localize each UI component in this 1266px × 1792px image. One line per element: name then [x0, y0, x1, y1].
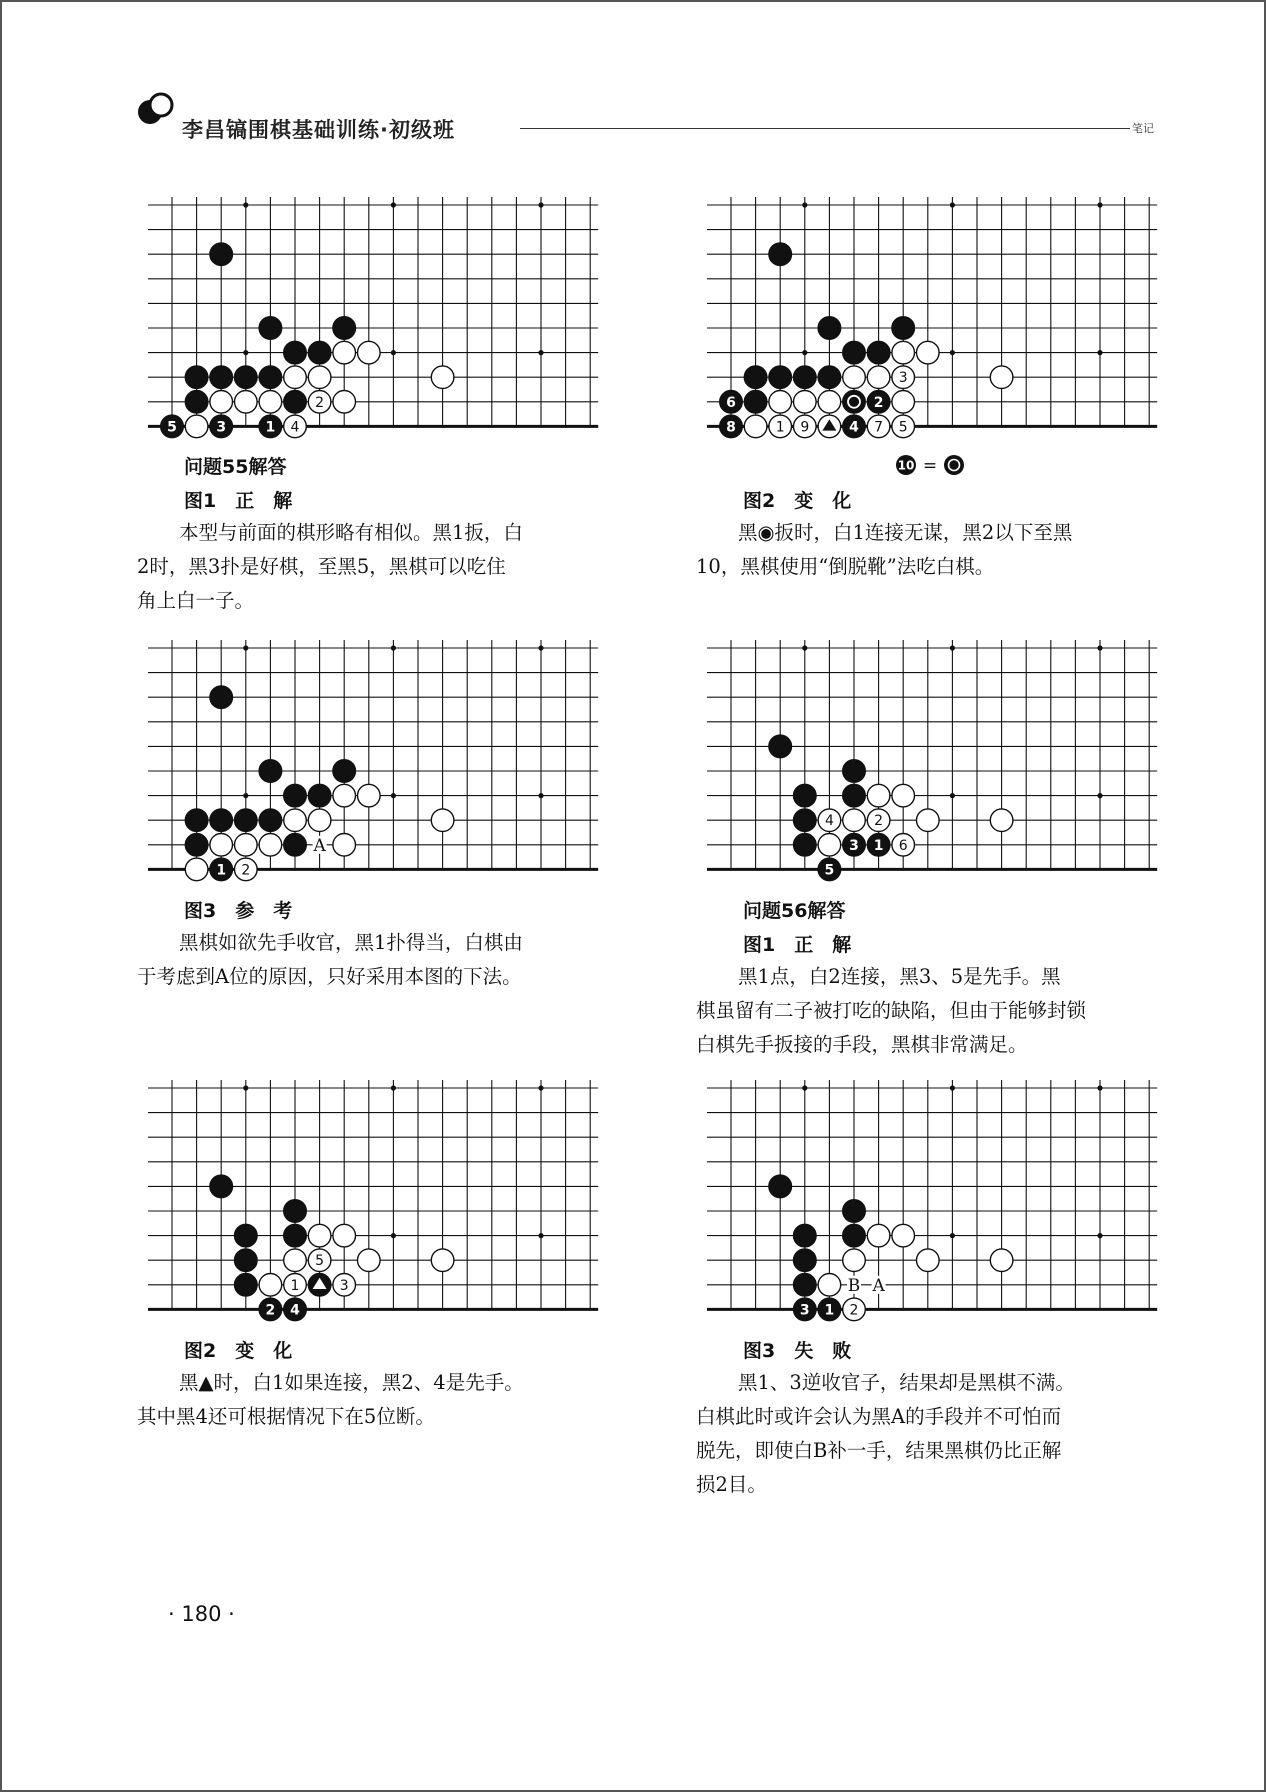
- move-number: 5: [167, 419, 177, 436]
- black-stone: [235, 1224, 258, 1247]
- text-line: 于考虑到A位的原因，只好采用本图的下法。: [137, 965, 522, 988]
- white-stone: [843, 366, 866, 389]
- white-stone: [284, 1249, 307, 1272]
- figure-label-d3: 图3 参 考: [184, 900, 293, 922]
- star-point: [1097, 645, 1102, 650]
- black-stone: [867, 341, 890, 364]
- black-stone: [818, 1298, 841, 1321]
- move-number: 4: [849, 419, 859, 436]
- point-letter: A: [313, 835, 326, 856]
- star-point: [391, 793, 396, 798]
- star-point: [950, 202, 955, 207]
- text-line: 棋虽留有二子被打吃的缺陷，但由于能够封锁: [696, 999, 1087, 1022]
- go-stone-logo-icon: [136, 92, 176, 128]
- white-stone: [818, 1274, 841, 1297]
- move-number: 1: [216, 862, 227, 879]
- star-point: [950, 1085, 955, 1090]
- black-stone: [769, 243, 792, 266]
- black-stone: [744, 391, 767, 414]
- black-stone: [308, 341, 331, 364]
- black-stone: [818, 317, 841, 340]
- star-point: [1097, 350, 1102, 355]
- star-point: [1097, 1233, 1102, 1238]
- white-stone: [867, 784, 890, 807]
- star-point: [950, 793, 955, 798]
- black-stone: [259, 809, 282, 832]
- white-stone: [210, 391, 233, 414]
- black-stone: [333, 317, 356, 340]
- black-stone: [720, 415, 743, 438]
- move-number: 4: [290, 419, 300, 436]
- white-stone: [917, 341, 940, 364]
- white-stone: [867, 809, 890, 832]
- text-line: 脱先，即使白B补一手，结果黑棋仍比正解: [696, 1439, 1062, 1462]
- black-stone: [210, 686, 233, 709]
- move-number: 3: [339, 1277, 349, 1294]
- black-stone: [210, 366, 233, 389]
- star-point: [950, 645, 955, 650]
- move-number: 2: [265, 1302, 276, 1319]
- black-stone: [259, 760, 282, 783]
- white-stone: [284, 809, 307, 832]
- go-board-3: [148, 640, 592, 878]
- white-stone: [892, 341, 915, 364]
- text-line: 黑棋如欲先手收官，黑1扑得当，白棋由: [179, 931, 523, 954]
- text-line: 黑1、3逆收官子，结果却是黑棋不满。: [738, 1371, 1075, 1394]
- paragraph-d2: [696, 516, 1072, 584]
- svg-text:=: =: [922, 456, 938, 476]
- black-stone: [185, 391, 208, 414]
- figure-label-d2: 图2 变 化: [743, 490, 852, 512]
- black-stone: [284, 1298, 307, 1321]
- star-point: [391, 1085, 396, 1090]
- move-number: 3: [799, 1302, 810, 1319]
- star-point: [243, 202, 248, 207]
- go-board-1: [148, 197, 592, 435]
- black-stone: [210, 1175, 233, 1198]
- star-point: [391, 350, 396, 355]
- star-point: [538, 793, 543, 798]
- paragraph-d3: [137, 926, 523, 994]
- white-stone: [867, 366, 890, 389]
- black-stone: [259, 317, 282, 340]
- header-tail-mark: 笔记: [1132, 122, 1154, 135]
- star-point: [391, 202, 396, 207]
- white-stone: [308, 1224, 331, 1247]
- text-line: 黑◉扳时，白1连接无谋，黑2以下至黑: [738, 521, 1073, 544]
- black-stone: [867, 834, 890, 857]
- black-stone: [235, 809, 258, 832]
- white-stone: [259, 391, 282, 414]
- star-point: [538, 1233, 543, 1238]
- text-line: 2时，黑3扑是好棋，至黑5，黑棋可以吃住: [137, 555, 506, 578]
- white-stone: [818, 391, 841, 414]
- move-number: 6: [726, 394, 736, 411]
- black-stone: [308, 1274, 331, 1297]
- white-stone: [892, 366, 915, 389]
- problem-56-title: 问题56解答: [743, 900, 846, 922]
- black-stone: [284, 391, 307, 414]
- move-number: 9: [800, 419, 810, 436]
- star-point: [950, 350, 955, 355]
- star-point: [538, 1085, 543, 1090]
- star-point: [243, 1085, 248, 1090]
- move-number: 1: [265, 419, 276, 436]
- star-point: [802, 645, 807, 650]
- white-stone: [990, 1249, 1013, 1272]
- black-stone: [818, 858, 841, 881]
- move-number: 2: [874, 813, 884, 830]
- black-stone: [867, 391, 890, 414]
- black-stone: [769, 735, 792, 758]
- black-stone: [235, 366, 258, 389]
- paragraph-d4: [696, 960, 1086, 1062]
- black-stone: [185, 809, 208, 832]
- black-stone: [892, 317, 915, 340]
- move-number: 5: [824, 862, 835, 879]
- point-letter: A: [872, 1275, 885, 1296]
- white-stone: [185, 415, 208, 438]
- move-number: 2: [849, 1302, 859, 1319]
- white-stone: [308, 366, 331, 389]
- page-number: · 180 ·: [168, 1602, 235, 1626]
- star-point: [538, 350, 543, 355]
- black-stone: [259, 415, 282, 438]
- white-stone: [892, 784, 915, 807]
- black-stone: [794, 1298, 817, 1321]
- star-point: [391, 645, 396, 650]
- star-point: [802, 202, 807, 207]
- go-board-5: [148, 1080, 592, 1318]
- white-stone: [333, 341, 356, 364]
- white-stone: [235, 391, 258, 414]
- black-stone: [284, 1224, 307, 1247]
- black-stone: [843, 341, 866, 364]
- star-point: [950, 1233, 955, 1238]
- white-stone: [333, 1224, 356, 1247]
- black-stone: [794, 1224, 817, 1247]
- white-stone: [259, 834, 282, 857]
- black-stone: [235, 1274, 258, 1297]
- black-stone: [843, 784, 866, 807]
- black-stone: [185, 366, 208, 389]
- white-stone: [892, 391, 915, 414]
- white-stone: [333, 391, 356, 414]
- black-stone: [308, 784, 331, 807]
- move-number: 1: [873, 837, 884, 854]
- star-point: [1097, 1085, 1102, 1090]
- white-stone: [892, 834, 915, 857]
- white-stone: [892, 1224, 915, 1247]
- black-stone: [769, 366, 792, 389]
- black-stone: [284, 784, 307, 807]
- white-stone: [358, 1249, 381, 1272]
- black-stone: [794, 784, 817, 807]
- move-number: 3: [216, 419, 227, 436]
- text-line: 角上白一子。: [137, 589, 255, 612]
- black-stone: [235, 1249, 258, 1272]
- white-stone: [769, 415, 792, 438]
- move-number: 4: [290, 1302, 300, 1319]
- black-stone: [210, 858, 233, 881]
- white-stone: [818, 834, 841, 857]
- figure-label-d4: 图1 正 解: [743, 934, 852, 956]
- text-line: 黑▲时，白1如果连接，黑2、4是先手。: [179, 1371, 524, 1394]
- white-stone: [843, 809, 866, 832]
- black-stone: [284, 341, 307, 364]
- move-number: 1: [775, 419, 785, 436]
- white-stone: [818, 809, 841, 832]
- text-line: 白棋先手扳接的手段，黑棋非常满足。: [696, 1033, 1028, 1056]
- move-number: 2: [315, 394, 325, 411]
- text-line: 黑1点，白2连接，黑3、5是先手。黑: [738, 965, 1061, 988]
- problem-55-title: 问题55解答: [184, 456, 287, 478]
- white-stone: [990, 366, 1013, 389]
- black-stone: [744, 366, 767, 389]
- black-stone: [161, 415, 184, 438]
- white-stone: [431, 809, 454, 832]
- white-stone: [308, 809, 331, 832]
- move-number: 5: [898, 419, 908, 436]
- black-stone: [210, 243, 233, 266]
- text-line: 本型与前面的棋形略有相似。黑1扳，白: [179, 521, 523, 544]
- star-point: [1097, 793, 1102, 798]
- text-line: 10，黑棋使用“倒脱靴”法吃白棋。: [696, 555, 995, 578]
- move-number: 2: [241, 862, 251, 879]
- white-stone: [867, 415, 890, 438]
- black-stone: [843, 391, 866, 414]
- white-stone: [358, 784, 381, 807]
- move-number: 4: [824, 813, 834, 830]
- star-point: [243, 350, 248, 355]
- black-stone: [333, 760, 356, 783]
- move-number: 7: [874, 419, 884, 436]
- move-number: 2: [873, 394, 884, 411]
- star-point: [243, 793, 248, 798]
- white-stone: [843, 1298, 866, 1321]
- black-stone: [210, 415, 233, 438]
- white-stone: [308, 391, 331, 414]
- text-line: 其中黑4还可根据情况下在5位断。: [137, 1405, 435, 1428]
- white-stone: [284, 366, 307, 389]
- white-stone: [917, 809, 940, 832]
- go-board-6: [707, 1080, 1151, 1318]
- star-point: [802, 1085, 807, 1090]
- move-number: 5: [315, 1253, 325, 1270]
- white-stone: [843, 1249, 866, 1272]
- star-point: [538, 645, 543, 650]
- white-stone: [210, 834, 233, 857]
- white-stone: [769, 391, 792, 414]
- move-number: 6: [898, 837, 908, 854]
- move-number: 8: [726, 419, 736, 436]
- black-stone: [794, 366, 817, 389]
- black-stone: [284, 834, 307, 857]
- white-stone: [917, 1249, 940, 1272]
- black-stone: [284, 1200, 307, 1223]
- star-point: [1097, 202, 1102, 207]
- black-stone: [259, 1298, 282, 1321]
- black-stone: [843, 415, 866, 438]
- paragraph-d5: [137, 1366, 524, 1434]
- white-stone: [867, 1224, 890, 1247]
- paragraph-d6: [696, 1366, 1075, 1502]
- text-line: 白棋此时或许会认为黑A的手段并不可怕而: [696, 1405, 1062, 1428]
- header-rule: [520, 128, 1130, 129]
- white-stone: [284, 415, 307, 438]
- star-point: [243, 645, 248, 650]
- figure-label-d1: 图1 正 解: [184, 490, 293, 512]
- black-stone: [720, 391, 743, 414]
- white-stone: [284, 1274, 307, 1297]
- paragraph-d1: [137, 516, 523, 618]
- black-stone: [769, 1175, 792, 1198]
- star-point: [538, 202, 543, 207]
- white-stone: [333, 784, 356, 807]
- text-line: 损2目。: [696, 1473, 767, 1496]
- book-title: 李昌镐围棋基础训练·初级班: [182, 118, 455, 142]
- white-stone: [333, 1274, 356, 1297]
- go-board-4: [707, 640, 1151, 878]
- black-stone: [794, 1274, 817, 1297]
- white-stone: [185, 858, 208, 881]
- white-stone: [431, 366, 454, 389]
- black-stone: [259, 366, 282, 389]
- black-stone: [794, 834, 817, 857]
- black-stone: [794, 1249, 817, 1272]
- white-stone: [259, 1274, 282, 1297]
- white-stone: [990, 809, 1013, 832]
- white-stone: [744, 415, 767, 438]
- white-stone: [794, 415, 817, 438]
- white-stone: [235, 858, 258, 881]
- figure-caption-equivalence: [894, 450, 974, 480]
- black-stone: [843, 834, 866, 857]
- white-stone: [818, 415, 841, 438]
- star-point: [802, 350, 807, 355]
- white-stone: [333, 834, 356, 857]
- move-number: 3: [898, 370, 908, 387]
- figure-label-d5: 图2 变 化: [184, 1340, 293, 1362]
- white-stone: [794, 391, 817, 414]
- white-stone: [358, 341, 381, 364]
- star-point: [391, 1233, 396, 1238]
- white-stone: [235, 834, 258, 857]
- go-board-2: [707, 197, 1151, 435]
- black-stone: [843, 760, 866, 783]
- black-stone: [210, 809, 233, 832]
- move-number: 1: [290, 1277, 300, 1294]
- white-stone: [431, 1249, 454, 1272]
- black-stone: [843, 1224, 866, 1247]
- white-stone: [308, 1249, 331, 1272]
- black-stone: [818, 366, 841, 389]
- figure-label-d6: 图3 失 败: [743, 1340, 852, 1362]
- black-stone: [185, 834, 208, 857]
- white-stone: [892, 415, 915, 438]
- caption-number: 10: [897, 458, 915, 473]
- move-number: 1: [824, 1302, 835, 1319]
- move-number: 3: [849, 837, 859, 854]
- point-letter: B: [847, 1275, 861, 1296]
- black-stone: [843, 1200, 866, 1223]
- black-stone: [794, 809, 817, 832]
